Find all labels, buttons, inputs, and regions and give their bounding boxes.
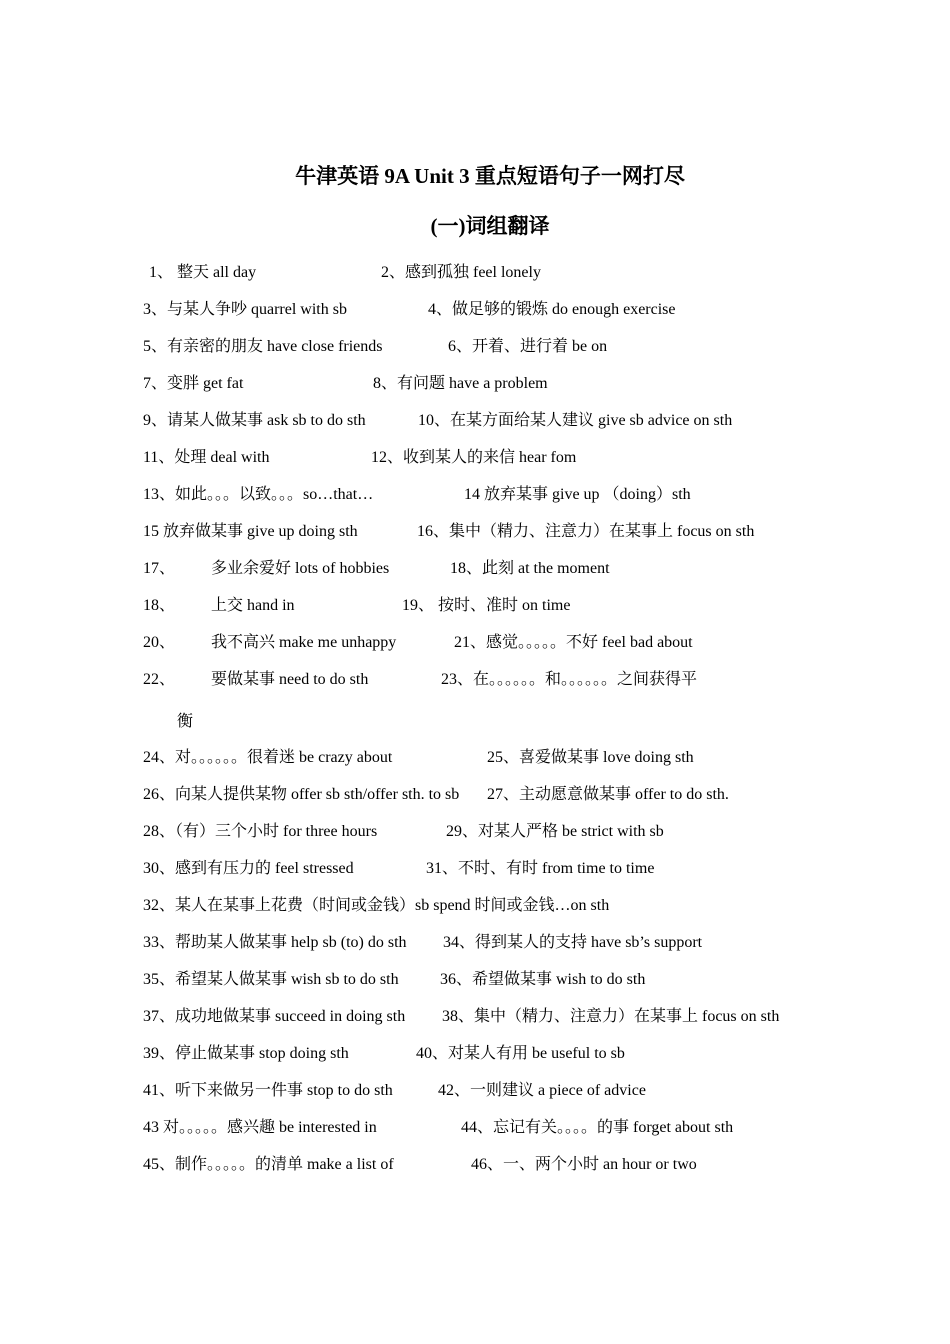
phrase-item: 18、此刻 at the moment xyxy=(450,560,610,577)
phrase-item: 33、帮助某人做某事 help sb (to) do sth xyxy=(143,934,407,951)
phrase-item: 31、不时、有时 from time to time xyxy=(426,860,655,877)
phrase-item: 上交 hand in xyxy=(211,597,295,614)
phrase-item: 19、 按时、准时 on time xyxy=(402,597,571,614)
phrase-item: 42、一则建议 a piece of advice xyxy=(438,1082,646,1099)
phrase-item: 12、收到某人的来信 hear fom xyxy=(371,449,577,466)
phrase-item: 43 对。。。。。感兴趣 be interested in xyxy=(143,1119,377,1136)
phrase-item: 多业余爱好 lots of hobbies xyxy=(211,560,390,577)
phrase-item: 35、希望某人做某事 wish sb to do sth xyxy=(143,971,399,988)
phrase-item: 9、请某人做某事 ask sb to do sth xyxy=(143,412,366,429)
phrase-item: 26、向某人提供某物 offer sb sth/offer sth. to sb xyxy=(143,786,460,803)
phrase-item: 36、希望做某事 wish to do sth xyxy=(440,971,646,988)
phrase-item: 13、如此。。。以致。。。so…that… xyxy=(143,486,374,503)
phrase-item-number: 22、 xyxy=(143,671,176,688)
phrase-item: 37、成功地做某事 succeed in doing sth xyxy=(143,1008,406,1025)
phrase-item: 46、一、两个小时 an hour or two xyxy=(471,1156,697,1173)
phrase-item: 7、变胖 get fat xyxy=(143,375,244,392)
phrase-item: 23、在。。。。。。和。。。。。。之间获得平 xyxy=(441,671,698,688)
phrase-item: 1、 整天 all day xyxy=(149,264,257,281)
phrase-item: 16、集中（精力、注意力）在某事上 focus on sth xyxy=(417,523,755,540)
phrase-item: 15 放弃做某事 give up doing sth xyxy=(143,523,358,540)
page-title: 牛津英语 9A Unit 3 重点短语句子一网打尽 xyxy=(295,164,685,188)
phrase-item: 2、感到孤独 feel lonely xyxy=(381,264,541,281)
phrase-item: 27、主动愿意做某事 offer to do sth. xyxy=(487,786,729,803)
phrase-item: 5、有亲密的朋友 have close friends xyxy=(143,338,383,355)
phrase-item-number: 18、 xyxy=(143,597,176,614)
phrase-item: 28、（有）三个小时 for three hours xyxy=(143,823,378,840)
phrase-item: 14 放弃某事 give up （doing）sth xyxy=(464,486,691,503)
phrase-item: 41、听下来做另一件事 stop to do sth xyxy=(143,1082,393,1099)
phrase-item: 3、与某人争吵 quarrel with sb xyxy=(143,301,347,318)
phrase-item: 11、处理 deal with xyxy=(143,449,270,466)
phrase-item: 我不高兴 make me unhappy xyxy=(211,634,397,651)
phrase-item-number: 17、 xyxy=(143,560,176,577)
phrase-item: 39、停止做某事 stop doing sth xyxy=(143,1045,349,1062)
section-heading: (一)词组翻译 xyxy=(430,214,550,238)
phrase-item: 30、感到有压力的 feel stressed xyxy=(143,860,354,877)
phrase-item: 4、做足够的锻炼 do enough exercise xyxy=(428,301,676,318)
phrase-item: 44、忘记有关。。。。的事 forget about sth xyxy=(461,1119,734,1136)
phrase-item: 45、制作。。。。。的清单 make a list of xyxy=(143,1156,394,1173)
phrase-item-continuation: 衡 xyxy=(177,713,194,730)
phrase-item: 6、开着、进行着 be on xyxy=(448,338,608,355)
phrase-item: 25、喜爱做某事 love doing sth xyxy=(487,749,694,766)
phrase-item: 34、得到某人的支持 have sb’s support xyxy=(443,934,703,951)
phrase-item: 10、在某方面给某人建议 give sb advice on sth xyxy=(418,412,733,429)
phrase-item: 24、对。。。。。。很着迷 be crazy about xyxy=(143,749,393,766)
phrase-item: 40、对某人有用 be useful to sb xyxy=(416,1045,625,1062)
phrase-item: 38、集中（精力、注意力）在某事上 focus on sth xyxy=(442,1008,780,1025)
phrase-item: 29、对某人严格 be strict with sb xyxy=(446,823,664,840)
phrase-item: 8、有问题 have a problem xyxy=(373,375,548,392)
phrase-item-number: 20、 xyxy=(143,634,176,651)
phrase-item: 32、某人在某事上花费（时间或金钱）sb spend 时间或金钱…on sth xyxy=(143,897,610,914)
phrase-item: 要做某事 need to do sth xyxy=(211,671,369,688)
phrase-item: 21、感觉。。。。。不好 feel bad about xyxy=(454,634,693,651)
